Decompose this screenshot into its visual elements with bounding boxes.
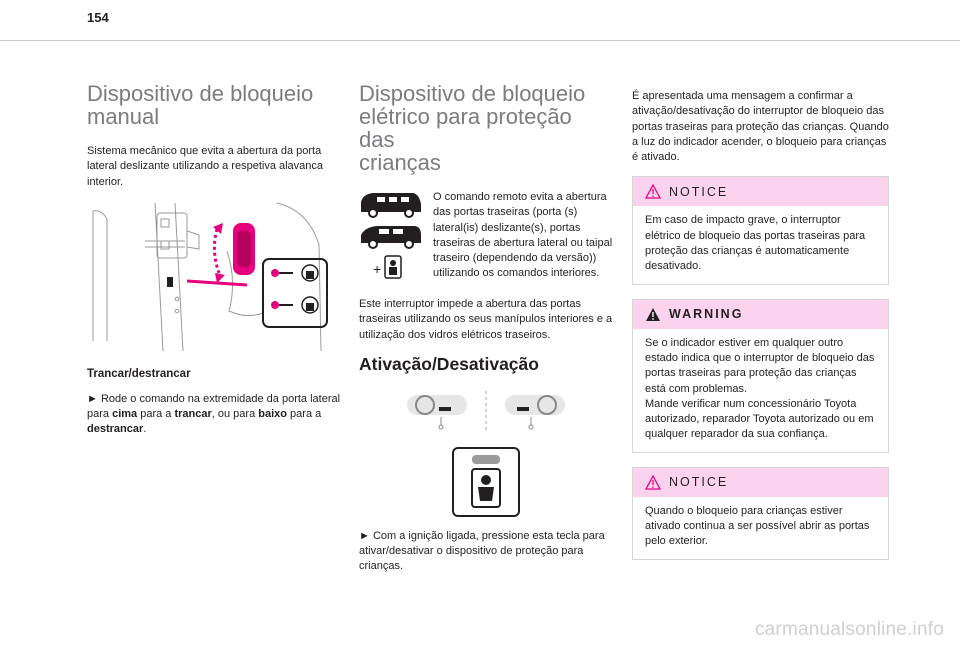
section-title-child-lock bbox=[359, 82, 613, 174]
van-icon bbox=[359, 190, 423, 218]
vehicle-icons bbox=[359, 190, 423, 287]
notice-header bbox=[633, 468, 888, 497]
warning-body bbox=[633, 329, 888, 452]
notice-box bbox=[632, 467, 889, 560]
text-span: para a bbox=[286, 408, 322, 421]
subheading-lock-unlock: Trancar/destrancar bbox=[87, 367, 191, 380]
confirmation-text: É apresentada uma mensagem a confirmar a ativação/desativação do interruptor de bloqueio das portas traseiras para proteção das crianças. Quando a luz do indicador acender, o bloqueio para crianças é ativado. bbox=[632, 90, 889, 164]
warning-box bbox=[632, 299, 889, 453]
bullet-arrow: ► bbox=[87, 392, 98, 405]
text-span: Rode o comando na extremidade da porta lateral para bbox=[87, 392, 341, 421]
bold-term: baixo bbox=[258, 408, 287, 421]
switch-description: Este interruptor impede a abertura das portas traseiras utilizando os seus manípulos interiores e a utilização dos vidros elétricos traseiros. bbox=[359, 298, 613, 341]
notice-body bbox=[633, 206, 888, 283]
notice-body bbox=[633, 497, 888, 559]
notice-label: NOTICE bbox=[669, 184, 729, 199]
child-lock-icon bbox=[359, 254, 423, 282]
notice-text: Em caso de impacto grave, o interruptor elétrico de bloqueio das portas traseiras para proteção das crianças é automaticamente desativado. bbox=[645, 214, 866, 273]
child-lock-button-icon[interactable] bbox=[452, 447, 520, 517]
notice-triangle-icon bbox=[645, 184, 661, 199]
notice-header bbox=[633, 177, 888, 206]
activation-instruction: ► Com a ignição ligada, pressione esta tecla para ativar/desativar o dispositivo de proteção para crianças. bbox=[359, 529, 605, 573]
bold-term: destrancar bbox=[87, 423, 144, 436]
intro-text: Sistema mecânico que evita a abertura da porta lateral deslizante utilizando a respetiva alavanca interior. bbox=[87, 145, 324, 188]
svg-text:+: + bbox=[373, 261, 382, 277]
notice-box bbox=[632, 176, 889, 284]
door-lock-illustration bbox=[87, 201, 341, 351]
notice-text: Quando o bloqueio para crianças estiver ativado continua a ser possível abrir as portas pelo exterior. bbox=[645, 504, 870, 548]
warning-line: Se o indicador estiver em qualquer outro estado indica que o interruptor de bloqueio das portas traseiras para proteção das crianças está com problemas. bbox=[645, 336, 875, 395]
text-span: . bbox=[143, 423, 147, 436]
title-line: manual bbox=[87, 104, 160, 129]
column-notices bbox=[632, 89, 889, 574]
subheading-activation: Ativação/Desativação bbox=[359, 353, 539, 374]
watermark: carmanualsonline.info bbox=[754, 619, 944, 640]
van-icon bbox=[359, 223, 423, 249]
warning-triangle-icon bbox=[645, 307, 661, 322]
title-line: elétrico para proteção das bbox=[359, 104, 572, 152]
notice-triangle-icon bbox=[645, 475, 661, 490]
text-span: para a bbox=[137, 408, 175, 421]
column-child-lock bbox=[359, 82, 613, 586]
title-line: crianças bbox=[359, 150, 441, 175]
text-span: , ou para bbox=[211, 408, 259, 421]
section-title-manual-lock bbox=[87, 82, 341, 128]
title-line: Dispositivo de bloqueio bbox=[359, 81, 586, 106]
warning-header bbox=[633, 300, 888, 329]
header-divider bbox=[0, 40, 960, 41]
notice-label: NOTICE bbox=[669, 475, 729, 490]
page-number: 154 bbox=[87, 10, 109, 25]
bold-term: cima bbox=[112, 408, 138, 421]
warning-line: Mande verificar num concessionário Toyota autorizado, reparador Toyota autorizado ou em qualquer reparador da sua confiança. bbox=[645, 397, 874, 441]
vehicle-description: O comando remoto evita a abertura das portas traseiras (porta (s) lateral(is) deslizante(s), portas traseiras de abertura lateral ou taipal traseiro (dependendo da versão)) utilizando os comandos interiores. bbox=[433, 191, 613, 280]
steering-wheel-illustration bbox=[359, 389, 613, 437]
column-manual-lock bbox=[87, 82, 341, 449]
warning-label: WARNING bbox=[669, 307, 744, 322]
instruction-lock-unlock bbox=[87, 392, 341, 438]
vehicle-row bbox=[359, 190, 613, 287]
title-line: Dispositivo de bloqueio bbox=[87, 81, 314, 106]
bold-term: trancar bbox=[174, 408, 212, 421]
warning-text bbox=[645, 336, 876, 443]
